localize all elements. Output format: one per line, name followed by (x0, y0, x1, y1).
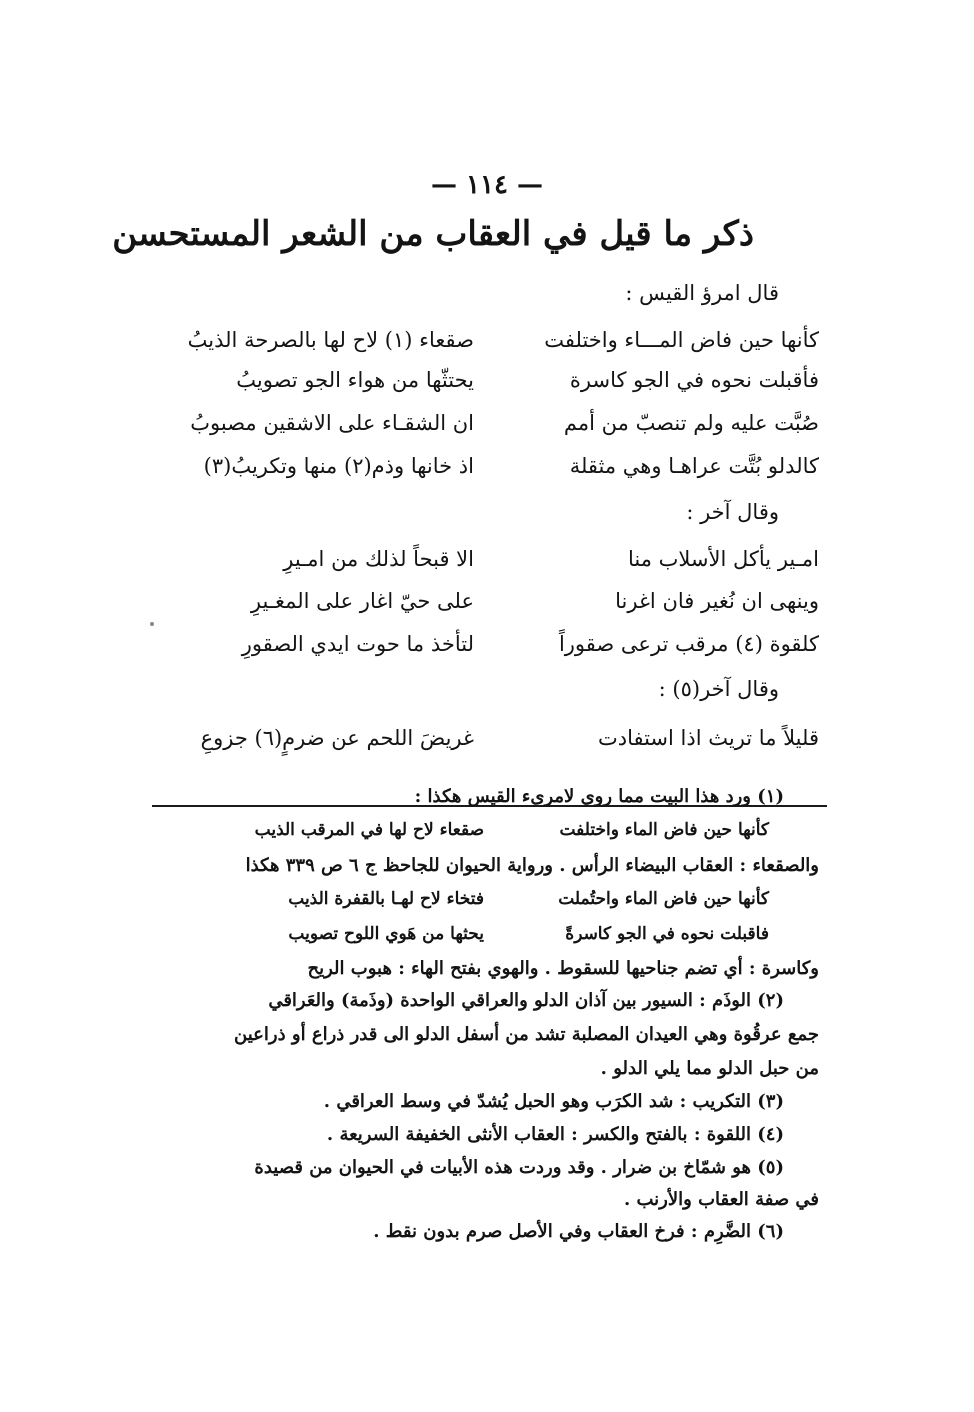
verse-second-hemistich: يحتثّها من هواء الجو تصويبُ (236, 368, 474, 392)
page-number: — ١١٤ — (430, 170, 544, 200)
verse-second-hemistich: غريضَ اللحم عن ضرمٍ(٦) جزوعِ (200, 726, 474, 750)
verse-line (0, 368, 974, 408)
section-intro: وقال آخر(٥) : (658, 677, 779, 701)
footnote-4: (٤) اللقوة : بالفتح والكسر : العقاب الأنثى الخفيفة السريعة . (326, 1124, 784, 1145)
footnote-verse-first: كأنها حين فاض الماء واحتُملت (558, 889, 769, 909)
section-intro: قال امرؤ القيس : (625, 281, 779, 305)
footnote-2-text: جمع عرقُوة وهي العيدان المصلبة تشد من أسفل الدلو الى قدر ذراع أو ذراعين (234, 1024, 819, 1045)
verse-first-hemistich: صُبَّت عليه ولم تنصبّ من أمم (563, 411, 819, 435)
footnote-5-text: في صفة العقاب والأرنب . (623, 1189, 819, 1210)
footnote-1-text: وكاسرة : أي تضم جناحيها للسقوط . والهوي بفتح الهاء : هبوب الريح (307, 958, 819, 979)
verse-line (0, 411, 974, 451)
footnote-verse-first: كأنها حين فاض الماء واختلفت (559, 820, 769, 840)
footnote-1-text: والصقعاء : العقاب البيضاء الرأس . ورواية الحيوان للجاحظ ج ٦ ص ٣٣٩ هكذا (245, 855, 819, 876)
verse-second-hemistich: ان الشقـاء على الاشقين مصبوبُ (190, 411, 474, 435)
verse-line (0, 632, 974, 672)
footnote-verse-second: صقعاء لاح لها في المرقب الذيب (254, 820, 484, 840)
chapter-title: ذكر ما قيل في العقاب من الشعر المستحسن (112, 214, 754, 254)
verse-line (0, 328, 974, 368)
verse-second-hemistich: على حيّ اغار على المغـيرِ (250, 589, 474, 613)
footnote-5: (٥) هو شمّاخ بن ضرار . وقد وردت هذه الأبيات في الحيوان من قصيدة (254, 1157, 784, 1178)
verse-line (0, 726, 974, 766)
verse-first-hemistich: كلقوة (٤) مرقب ترعى صقوراً (558, 632, 819, 656)
section-intro: وقال آخر : (686, 500, 779, 524)
verse-first-hemistich: كأنها حين فاض المـــاء واختلفت (544, 328, 819, 352)
verse-second-hemistich: صقعاء (١) لاح لها بالصرحة الذيبُ (187, 328, 474, 352)
footnote-verse-first: فاقبلت نحوه في الجو كاسرةً (565, 924, 769, 944)
verse-line (0, 454, 974, 494)
verse-first-hemistich: وينهى ان نُغير فان اغرنا (615, 589, 819, 613)
footnote-2-text: من حبل الدلو مما يلي الدلو . (600, 1058, 819, 1079)
verse-first-hemistich: قليلاً ما تريث اذا استفادت (597, 726, 819, 750)
footnote-verse-second: يحثها من هَوي اللوح تصويب (288, 924, 484, 944)
verse-first-hemistich: امـير يأكل الأسلاب منا (627, 547, 819, 571)
verse-first-hemistich: كالدلو بُتَّت عراهـا وهي مثقلة (569, 454, 819, 478)
verse-line (0, 589, 974, 629)
verse-second-hemistich: الا قبحاً لذلك من امـيرِ (283, 547, 474, 571)
footnote-6: (٦) الضَّرِم : فرخ العقاب وفي الأصل صرم بدون نقط . (373, 1221, 784, 1242)
footnote-1: (١) ورد هذا البيت مما روي لامرىء القيس هكذا : (414, 786, 784, 807)
footnote-2: (٢) الوذَم : السيور بين آذان الدلو والعراقي الواحدة (وذَمة) والعَراقي (268, 990, 784, 1011)
footnote-3: (٣) التكريب : شد الكرَب وهو الحبل يُشدّ في وسط العراقي . (323, 1091, 784, 1112)
verse-line (0, 547, 974, 587)
verse-first-hemistich: فأقبلت نحوه في الجو كاسرة (569, 368, 819, 392)
verse-second-hemistich: لتأخذ ما حوت ايدي الصقورِ (241, 632, 474, 656)
verse-second-hemistich: اذ خانها وذم(٢) منها وتكريبُ(٣) (203, 454, 474, 478)
scan-speck (150, 622, 154, 626)
footnote-verse-second: فتخاء لاح لهـا بالقفرة الذيب (288, 889, 484, 909)
